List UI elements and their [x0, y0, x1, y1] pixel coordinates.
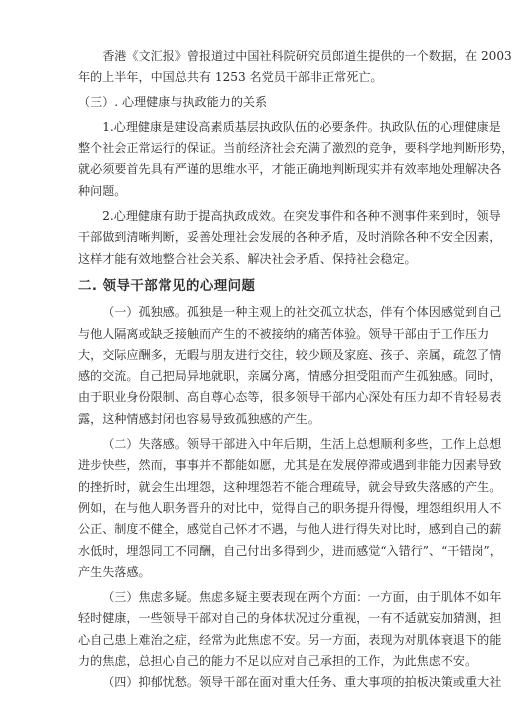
text-line: 大，交际应酬多，无暇与朋友进行交往，较少顾及家庭、孩子、亲属，疏忽了情	[78, 347, 502, 362]
text-line: 年的上半年，中国总共有 1253 名党员干部非正常死亡。	[78, 70, 383, 85]
subsection-heading	[78, 92, 442, 113]
item-3-paragraph	[78, 587, 502, 672]
section-heading	[78, 276, 442, 297]
text-line: （二）失落感。领导干部进入中年后期，生活上总想顺利多些，工作上总想	[102, 437, 502, 452]
text-line: 干部做到清晰判断，妥善处理社会发展的各种矛盾，及时消除各种不安全因素，	[78, 230, 502, 245]
text-line: 整个社会正常运行的保证。当前经济社会充满了激烈的竞争，要科学地判断形势，	[78, 141, 513, 156]
text-line: 就必须要首先具有严谨的思维水平，才能正确地判断现实并有效率地处理解决各	[78, 162, 502, 177]
text-line: 例如，在与他人职务晋升的对比中，觉得自己的职务提升得慢，埋怨组织用人不	[78, 500, 502, 515]
subsection-title: （三）. 心理健康与执政能力的关系	[78, 94, 268, 109]
paragraph-2	[78, 206, 502, 270]
text-line: （一）孤独感。孤独是一种主观上的社交孤立状态，伴有个体因感觉到自己	[102, 305, 502, 320]
text-line: 产生失落感。	[78, 564, 151, 579]
section-title: 二. 领导干部常见的心理问题	[78, 278, 256, 294]
text-line: 水低时，埋怨同工不同酬，自己付出多得到少，进而感觉“入错行”、“干错岗”，	[78, 543, 502, 558]
text-line: 力的焦虑，总担心自己的能力不足以应对自己承担的工作，为此焦虑不安。	[78, 654, 478, 669]
text-line: 轻时健康，一些领导干部对自己的身体状况过分重视，一有不适就妄加猜测，担	[78, 611, 502, 626]
intro-paragraph	[78, 46, 512, 89]
text-line: 2.心理健康有助于提高执政成效。在突发事件和各种不测事件来到时，领导	[102, 209, 501, 224]
text-line: 与他人隔离或缺乏接触而产生的不被接纳的痛苦体验。领导干部由于工作压力	[78, 326, 490, 341]
item-1-paragraph	[78, 302, 502, 430]
text-line: 露，这种情感封闭也容易导致孤独感的产生。	[78, 411, 320, 426]
text-line: 心自己患上难治之症，经常为此焦虑不安。另一方面，表现为对肌体衰退下的能	[78, 632, 502, 647]
text-line: 感的交流。自己把局异地就职，亲属分离，情感分担受阻而产生孤独感。同时，	[78, 369, 502, 384]
text-line: 进步快些，然而，事事并不都能如愿，尤其是在发展停滞或遇到非能力因素导致	[78, 458, 502, 473]
text-line: 香港《文汇报》曾报道过中国社科院研究员郎道生提供的一个数据，在 2003	[102, 49, 512, 63]
paragraph-1	[78, 117, 513, 202]
text-line: 由于职业身份限制、高自尊心态等，很多领导干部内心深处有压力却不肯轻易表	[78, 390, 502, 405]
text-line: （四）抑郁忧愁。领导干部在面对重大任务、重大事项的拍板决策或重大社	[102, 675, 502, 690]
text-line: 种问题。	[78, 183, 127, 198]
text-line: 公正、制度不健全，感觉自己怀才不遇，与他人进行得失对比时，感到自己的薪	[78, 522, 502, 537]
item-2-paragraph	[78, 434, 502, 583]
item-4-paragraph	[78, 672, 502, 693]
text-line: 1.心理健康是建设高素质基层执政队伍的必要条件。执政队伍的心理健康是	[102, 119, 501, 134]
text-line: （三）焦虑多疑。焦虑多疑主要表现在两个方面：一方面，由于肌体不如年	[102, 590, 502, 605]
text-line: 这样才能有效地整合社会关系、解决社会矛盾、保持社会稳定。	[78, 251, 417, 266]
text-line: 的挫折时，就会生出埋怨，这种埋怨若不能合理疏导，就会导致失落感的产生。	[78, 479, 502, 494]
